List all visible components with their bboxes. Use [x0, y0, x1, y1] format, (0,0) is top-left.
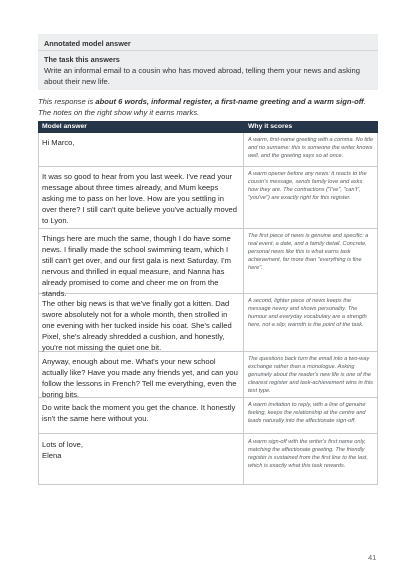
table-header — [38, 121, 378, 133]
intro-text — [38, 96, 383, 118]
answer-sign-off: Lots of love, Elena — [42, 440, 83, 460]
note-news-kitten: A second, lighter piece of news keeps the message newsy and shows personality. The humour and everyday vocabulary are a strength here, not a slip; warmth is the point of the task. — [248, 298, 367, 328]
answer-news-swimming: Things here are much the same, though I do have some news. I finally made the school swimming team, which I still can't get over, and our first gala is next Saturday. I'm nervous and thrilled in equal measure, and Nanna has already promised to come and cheer me on from the stands. — [42, 234, 231, 298]
row-separator — [38, 433, 378, 434]
note-greeting: A warm, first-name greeting with a comma. No title and no surname: this is someone the writer knows well, and the greeting says so at once. — [248, 137, 374, 159]
answer-greeting: Hi Marco, — [42, 138, 75, 147]
intro-bold: about 6 words, informal register, a first-name greeting and a warm sign-off — [95, 97, 364, 106]
answer-opener: It was so good to hear from you last week. I've read your message about three times already, and Mum keeps asking me to pass on her love. How are you settling in over there? I still can't quite believe you've actually moved to Lyon. — [42, 172, 237, 225]
task-box-subheading: The task this answers — [44, 55, 120, 64]
task-box-heading: Annotated model answer — [44, 39, 131, 48]
intro-line2: The notes on the right show why it earns marks. — [38, 108, 200, 117]
answer-invitation: Do write back the moment you get the chance. It honestly isn't the same here without you. — [42, 403, 236, 423]
row-separator — [38, 228, 378, 229]
row-separator — [38, 166, 378, 167]
intro-part1: This response is — [38, 97, 96, 106]
answer-questions: Anyway, enough about me. What's your new school actually like? Have you made any friends yet, and can you follow the lessons in French? Tell me everything, even the boring bits. — [42, 357, 238, 399]
note-news-swimming: The first piece of news is genuine and specific: a real event, a date, and a family detail. Concrete, personal news like this is what earns task achievement, far more than "everything is fine here". — [248, 233, 369, 271]
answer-news-kitten: The other big news is that we've finally got a kitten. Dad swore absolutely not for a whole month, then strolled in one evening with her tucked inside his coat. She's called Pixel, she's already shredded a cushion, and honestly, you're not missing the quiet one bit. — [42, 299, 232, 352]
intro-part2: . — [363, 97, 366, 106]
annotation-table — [38, 121, 378, 485]
note-invitation: A warm invitation to reply, with a line of genuine feeling, keeps the relationship at the centre and leads naturally into the affectionate sign-off. — [248, 402, 366, 424]
page-number: 41 — [368, 553, 377, 562]
task-box-text: Write an informal email to a cousin who has moved abroad, telling them your news and asking about their new life. — [44, 66, 361, 86]
task-box — [38, 34, 378, 90]
header-model-answer: Model answer — [42, 123, 87, 130]
note-sign-off: A warm sign-off with the writer's first name only, matching the affectionate greeting. The friendly register is sustained from the first line to the last, which is exactly what this task rewards. — [248, 439, 369, 469]
task-box-divider — [38, 50, 378, 51]
header-why-it-scores: Why it scores — [248, 123, 293, 130]
note-questions: The questions back turn the email into a two-way exchange rather than a monologue. Asking genuinely about the reader's new life is one of the clearest register and task-achievement wins in this text type. — [248, 356, 373, 394]
note-opener: A warm opener before any news: it reacts to the cousin's message, sends family love and asks how they are. The contractions ("I've", "can't", "you've") are exactly right for this register. — [248, 171, 367, 201]
